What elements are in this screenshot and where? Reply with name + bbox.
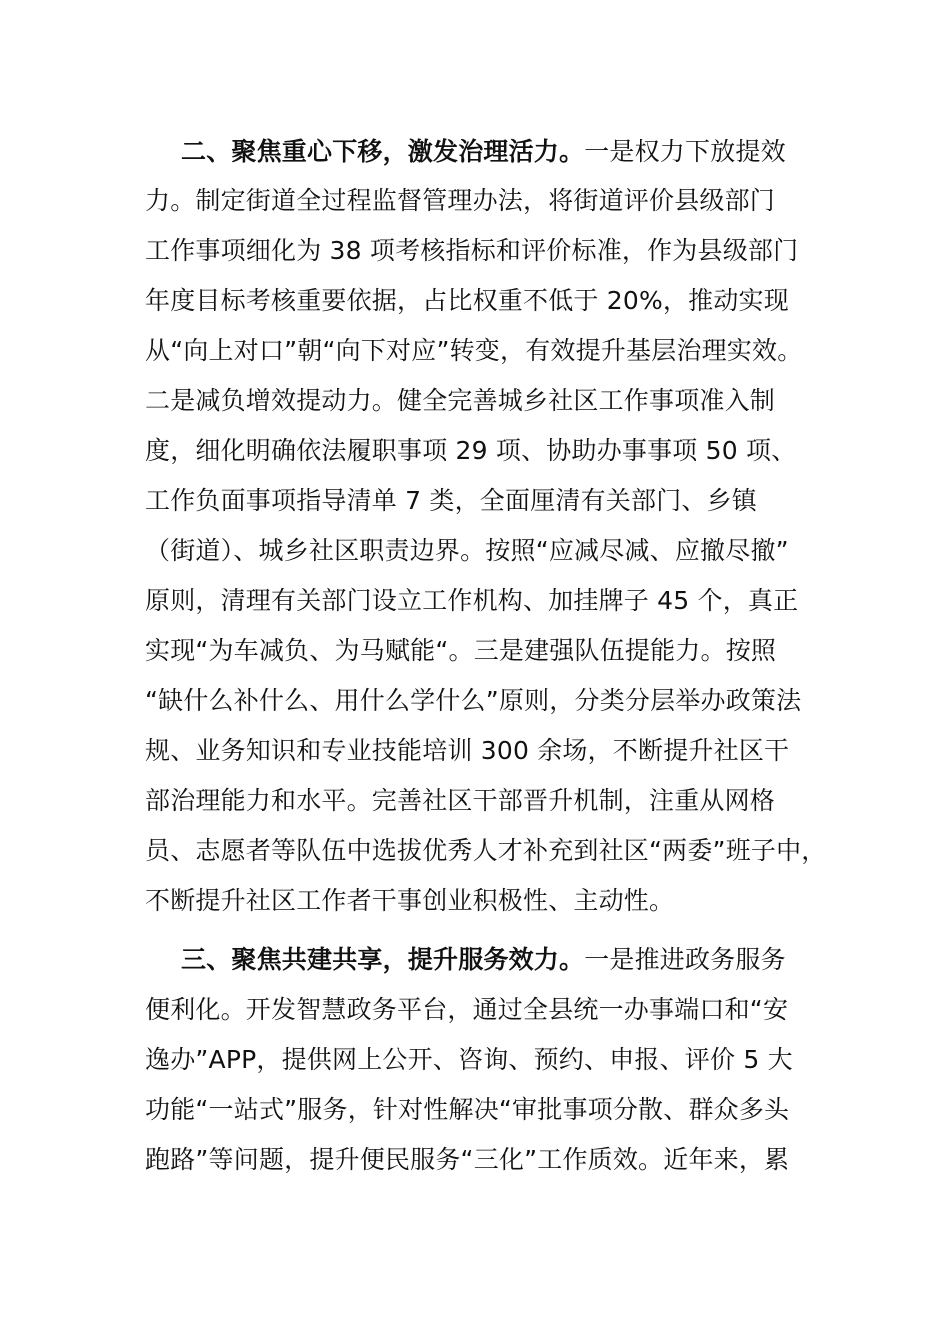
body-line: 力。制定街道全过程监督管理办法，将街道评价县级部门 xyxy=(145,186,776,215)
section3-first-line-text: 一是推进政务服务 xyxy=(584,945,786,974)
body-line: 便利化。开发智慧政务平台，通过全县统一办事端口和“安 xyxy=(145,995,789,1024)
section2-heading: 二、聚焦重心下移，激发治理活力。 xyxy=(181,137,585,166)
body-line: 部治理能力和水平。完善社区干部晋升机制，注重从网格 xyxy=(145,786,776,815)
section2-first-line xyxy=(181,135,786,169)
section2-first-line-text: 一是权力下放提效 xyxy=(584,137,786,166)
body-line: 规、业务知识和专业技能培训 300 余场，不断提升社区干 xyxy=(145,736,790,765)
body-line: 工作事项细化为 38 项考核指标和评价标准，作为县级部门 xyxy=(145,236,799,265)
body-line: 原则，清理有关部门设立工作机构、加挂牌子 45 个，真正 xyxy=(145,586,799,615)
body-line: （街道）、城乡社区职责边界。按照“应减尽减、应撤尽撤” xyxy=(145,536,789,565)
body-line: 逸办”APP，提供网上公开、咨询、预约、申报、评价 5 大 xyxy=(145,1045,793,1074)
section3-heading: 三、聚焦共建共享，提升服务效力。 xyxy=(181,945,585,974)
body-line: 功能“一站式”服务，针对性解决“审批事项分散、群众多头 xyxy=(145,1095,790,1124)
body-line: 年度目标考核重要依据，占比权重不低于 20%，推动实现 xyxy=(145,286,789,315)
body-line: 不断提升社区工作者干事创业积极性、主动性。 xyxy=(145,886,675,915)
body-line: 跑路”等问题，提升便民服务“三化”工作质效。近年来，累 xyxy=(145,1145,790,1174)
section3-first-line xyxy=(181,943,786,977)
body-line: 员、志愿者等队伍中选拔优秀人才补充到社区“两委”班子中， xyxy=(145,836,827,865)
body-line: 二是减负增效提动力。健全完善城乡社区工作事项准入制 xyxy=(145,386,776,415)
body-line: 从“向上对口”朝“向下对应”转变，有效提升基层治理实效。 xyxy=(145,336,803,365)
body-line: 度，细化明确依法履职事项 29 项、协助办事事项 50 项、 xyxy=(145,436,797,465)
body-line: 工作负面事项指导清单 7 类，全面厘清有关部门、乡镇 xyxy=(145,486,758,515)
body-line: 实现“为车减负、为马赋能“。三是建强队伍提能力。按照 xyxy=(145,636,777,665)
body-line: “缺什么补什么、用什么学什么”原则，分类分层举办政策法 xyxy=(145,686,802,715)
